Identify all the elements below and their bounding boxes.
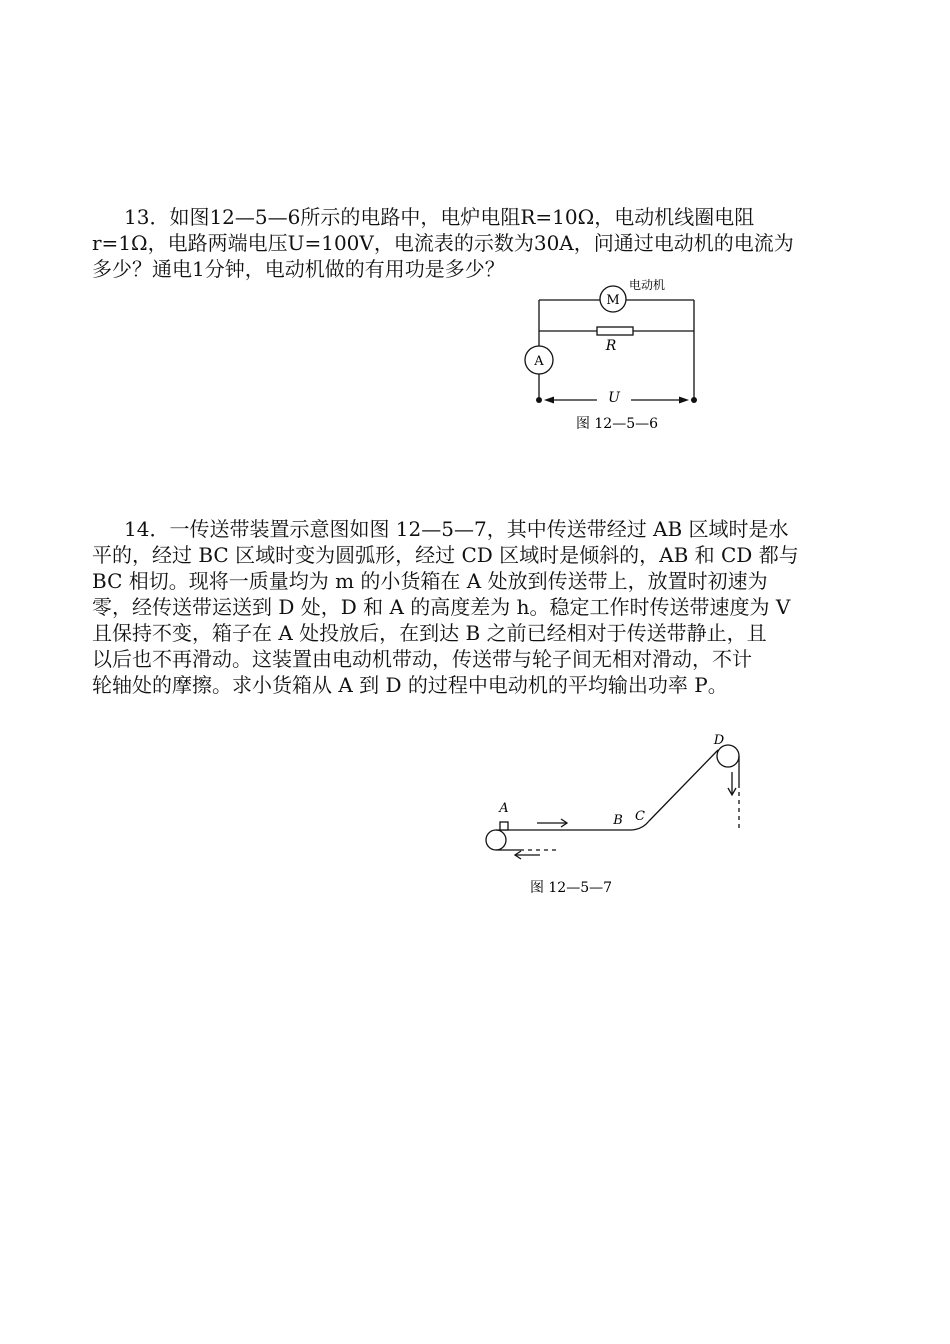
q14-line-5: 且保持不变，箱子在 A 处投放后，在到达 B 之前已经相对于传送带静止，且 (92, 621, 767, 645)
q14-line-6: 以后也不再滑动。这装置由电动机带动，传送带与轮子间无相对滑动，不计 (92, 647, 752, 671)
figure-caption-12-5-7: 图 12—5—7 (529, 880, 613, 896)
circuit-figure (0, 0, 950, 460)
q13-line-1: 13．如图12—5—6所示的电路中，电炉电阻R=10Ω，电动机线圈电阻 (124, 205, 755, 229)
q13-line-3: 多少？通电1分钟，电动机做的有用功是多少？ (92, 257, 505, 281)
motor-symbol-label: M (606, 293, 620, 308)
q13-line-2: r=1Ω，电路两端电压U=100V，电流表的示数为30A，问通过电动机的电流为 (92, 231, 794, 255)
q14-line-2: 平的，经过 BC 区域时变为圆弧形，经过 CD 区域时是倾斜的，AB 和 CD 都与 (92, 543, 799, 567)
voltage-arrowhead-left (544, 397, 554, 404)
question-14 (92, 516, 864, 698)
label-a: A (499, 801, 509, 816)
circuit-svg (0, 0, 950, 460)
belt-incline-cd (649, 750, 718, 821)
label-b: B (613, 813, 623, 828)
left-pulley (486, 830, 506, 850)
voltage-arrowhead-right (679, 397, 689, 404)
terminal-left (536, 397, 542, 403)
figure-caption-12-5-6: 图 12—5—6 (575, 416, 659, 432)
q14-line-3: BC 相切。现将一质量均为 m 的小货箱在 A 处放到传送带上，放置时初速为 (92, 569, 768, 593)
label-c: C (635, 809, 645, 824)
terminal-right (691, 397, 697, 403)
resistor-symbol (597, 327, 633, 335)
conveyor-figure (0, 700, 950, 910)
motor-label: 电动机 (629, 278, 666, 292)
q14-line-4: 零，经传送带运送到 D 处，D 和 A 的高度差为 h。稳定工作时传送带速度为 V (92, 595, 791, 619)
cargo-box (500, 822, 508, 830)
voltage-label: U (608, 390, 620, 406)
resistor-label: R (605, 338, 617, 354)
ammeter-symbol-label: A (534, 354, 544, 369)
top-pulley (717, 745, 739, 767)
q14-line-1: 14．一传送带装置示意图如图 12—5—7，其中传送带经过 AB 区域时是水 (124, 517, 789, 541)
conveyor-svg (0, 700, 950, 910)
label-d: D (713, 733, 725, 748)
q14-line-7: 轮轴处的摩擦。求小货箱从 A 到 D 的过程中电动机的平均输出功率 P。 (92, 673, 728, 697)
